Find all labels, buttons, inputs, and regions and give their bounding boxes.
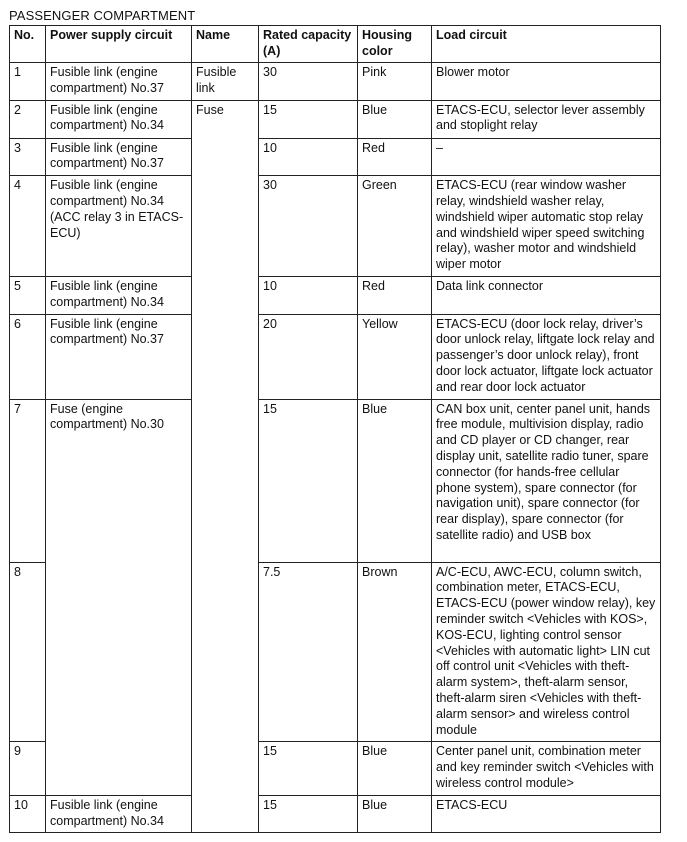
cell-power-supply: Fusible link (engine compartment) No.34 [46, 795, 192, 833]
cell-no: 7 [10, 399, 46, 562]
header-housing-color: Housing color [358, 26, 432, 63]
table-header-row [10, 26, 661, 63]
header-load-circuit: Load circuit [432, 26, 661, 63]
cell-name: Fusible link [192, 63, 259, 101]
table-row [10, 276, 661, 314]
table-row [10, 795, 661, 833]
cell-capacity: 15 [259, 742, 358, 795]
cell-load: – [432, 138, 661, 176]
cell-power-supply: Fuse (engine compartment) No.30 [46, 399, 192, 795]
header-no: No. [10, 26, 46, 63]
header-name: Name [192, 26, 259, 63]
table-row [10, 100, 661, 138]
cell-load: ETACS-ECU (door lock relay, driver’s door unlock relay, liftgate lock relay and passenger’s door unlock relay), front door lock actuator, liftgate lock actuator and rear door lock actuator [432, 314, 661, 399]
table-row [10, 138, 661, 176]
cell-power-supply: Fusible link (engine compartment) No.34 (ACC relay 3 in ETACS-ECU) [46, 176, 192, 277]
table-row [10, 399, 661, 562]
cell-capacity: 20 [259, 314, 358, 399]
cell-color: Pink [358, 63, 432, 101]
table-row [10, 314, 661, 399]
cell-no: 8 [10, 562, 46, 742]
cell-load: ETACS-ECU (rear window washer relay, windshield washer relay, windshield wiper automatic stop relay and windshield wiper speed switching relay), washer motor and windshield wiper motor [432, 176, 661, 277]
header-rated-capacity: Rated capacity (A) [259, 26, 358, 63]
table-row [10, 176, 661, 277]
cell-power-supply: Fusible link (engine compartment) No.34 [46, 276, 192, 314]
cell-no: 1 [10, 63, 46, 101]
cell-capacity: 15 [259, 795, 358, 833]
cell-power-supply: Fusible link (engine compartment) No.37 [46, 314, 192, 399]
cell-no: 3 [10, 138, 46, 176]
cell-color: Blue [358, 100, 432, 138]
table-row [10, 63, 661, 101]
cell-color: Blue [358, 795, 432, 833]
cell-color: Red [358, 138, 432, 176]
cell-power-supply: Fusible link (engine compartment) No.37 [46, 138, 192, 176]
cell-capacity: 30 [259, 63, 358, 101]
cell-load: A/C-ECU, AWC-ECU, column switch, combination meter, ETACS-ECU, ETACS-ECU (power window relay), key reminder switch <Vehicles with KOS>, KOS-ECU, lighting control sensor <Vehicles with automatic light> LIN cut off control unit <Vehicles with theft-alarm system>, theft-alarm sensor, theft-alarm siren <Vehicles with theft-alarm sensor> and wireless control module [432, 562, 661, 742]
cell-capacity: 15 [259, 399, 358, 562]
cell-capacity: 7.5 [259, 562, 358, 742]
cell-name: Fuse [192, 100, 259, 833]
cell-no: 9 [10, 742, 46, 795]
cell-load: CAN box unit, center panel unit, hands free module, multivision display, radio and CD player or CD changer, rear display unit, satellite radio tuner, spare connector (for hands-free cellular phone system), spare connector (for navigation unit), spare connector (for rear display), spare connector (for satellite radio) and USB box [432, 399, 661, 562]
cell-no: 4 [10, 176, 46, 277]
cell-load: ETACS-ECU [432, 795, 661, 833]
cell-color: Blue [358, 742, 432, 795]
cell-capacity: 10 [259, 276, 358, 314]
cell-load: Blower motor [432, 63, 661, 101]
cell-capacity: 30 [259, 176, 358, 277]
cell-load: ETACS-ECU, selector lever assembly and stoplight relay [432, 100, 661, 138]
cell-power-supply: Fusible link (engine compartment) No.34 [46, 100, 192, 138]
cell-load: Data link connector [432, 276, 661, 314]
cell-color: Yellow [358, 314, 432, 399]
cell-no: 2 [10, 100, 46, 138]
cell-color: Blue [358, 399, 432, 562]
cell-color: Green [358, 176, 432, 277]
cell-color: Red [358, 276, 432, 314]
header-power-supply-circuit: Power supply circuit [46, 26, 192, 63]
cell-color: Brown [358, 562, 432, 742]
cell-power-supply: Fusible link (engine compartment) No.37 [46, 63, 192, 101]
cell-load: Center panel unit, combination meter and key reminder switch <Vehicles with wireless control module> [432, 742, 661, 795]
cell-no: 10 [10, 795, 46, 833]
fuse-table [9, 25, 661, 833]
cell-capacity: 15 [259, 100, 358, 138]
page-title: PASSENGER COMPARTMENT [9, 8, 196, 23]
cell-no: 6 [10, 314, 46, 399]
cell-capacity: 10 [259, 138, 358, 176]
cell-no: 5 [10, 276, 46, 314]
